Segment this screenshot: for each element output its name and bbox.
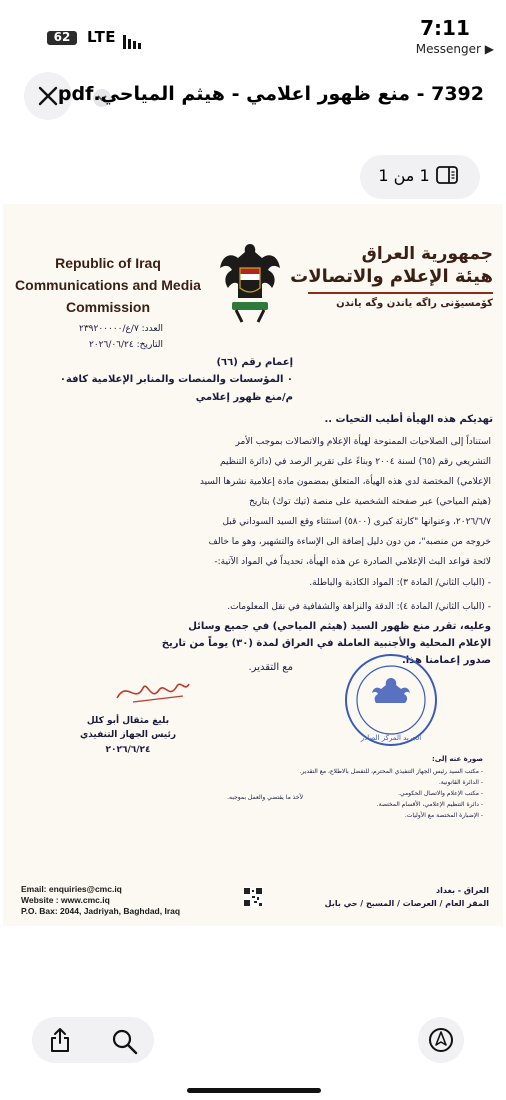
- ref-date: التاريخ: ٢٠٢٦/٠٦/٢٤: [88, 340, 163, 350]
- body-line: استناداً إلى الصلاحيات الممنوحة لهيأة الإعلام والاتصالات بموجب الأمر: [235, 437, 491, 447]
- notification-count: 62: [53, 30, 71, 44]
- close-icon: [38, 86, 58, 106]
- document-title: 7392 - منع ظهور اعلامي - هيثم المياحي.pdf: [57, 83, 484, 105]
- decision-line: صدور إعمامنا هذا.: [401, 655, 491, 666]
- copies-header: صورة عنه إلى:: [432, 755, 483, 763]
- decision-line: وعليه، تقرر منع ظهور السيد (هيثم المياحي) في جميع وسائل: [188, 621, 491, 632]
- footer-contact: [21, 884, 211, 917]
- markup-pen-icon: [428, 1027, 454, 1053]
- page-indicator-text: 1 من 1: [378, 166, 430, 185]
- body-line: ٢٠٢٦/٦/٧، وعنوانها "كارثة كبرى (٥٨٠٠) استثناء وقع السيد السوداني قبل: [222, 517, 491, 527]
- share-icon[interactable]: [48, 1027, 72, 1053]
- qr-code-icon: [243, 887, 263, 907]
- signature-icon: [113, 674, 193, 708]
- letterhead-ar-2: هيئة الإعلام والاتصالات: [290, 266, 493, 287]
- greeting: تهديكم هذه الهيأة أطيب التحيات ..: [324, 414, 493, 425]
- letterhead-en: Republic of Iraq Communications and Media Commission: [15, 255, 201, 315]
- body-line: الإعلامي) المختصة لدى هذه الهيأة، المتعلق بمضمون مادة إعلامية نشرها السيد: [199, 477, 491, 487]
- letterhead-divider: [308, 292, 493, 294]
- copy-item: - مكتب الإعلام والاتصال الحكومي.: [398, 790, 483, 797]
- body-line: التشريعي رقم (٦٥) لسنة ٢٠٠٤ وبناءً على تقرير الرصد في (دائرة التنظيم: [219, 457, 491, 467]
- copies-note: لأخذ ما يقتضي والعمل بموجبه.: [227, 794, 303, 801]
- notice-number: إعمام رقم (٦٦): [216, 357, 293, 368]
- copy-item: - دائرة التنظيم الإعلامي، الأقسام المختصة.: [376, 801, 483, 808]
- page-layout-icon: [436, 166, 458, 184]
- body-line: خروجه من منصبه"، من دون دليل إضافة الى الإساءة والتشهير، وهو ما خالف: [208, 537, 491, 547]
- footer-website: Website : www.cmc.iq: [21, 895, 110, 905]
- rule-item: - (الباب الثاني/ المادة ٣): المواد الكاذبة والباطلة.: [309, 578, 491, 588]
- pdf-page[interactable]: [3, 204, 503, 926]
- subject: م/منع ظهور إعلامي: [195, 392, 293, 403]
- copy-item: - الدائرة القانونية.: [438, 779, 483, 786]
- ref-number: العدد: ٧/ع/٢٣٩٢٠٠٠٠٠: [78, 324, 163, 334]
- recipients: ٠ المؤسسات والمنصات والمنابر الإعلامية كافة٠: [59, 374, 293, 385]
- copy-item: - الإضبارة المختصة مع الأوليات.: [404, 812, 483, 819]
- search-icon[interactable]: [112, 1029, 138, 1055]
- regards: مع التقدير.: [248, 662, 293, 673]
- network-type: LTE: [87, 28, 117, 46]
- body-paragraph: [21, 432, 491, 572]
- body-line: لائحة قواعد البث الإعلامي الصادرة عن هذه الهيأة، تحديداً في المواد الآتية:-: [214, 557, 491, 567]
- signatory-date: ٢٠٢٦/٦/٢٤: [105, 745, 151, 755]
- back-to-app-link[interactable]: Messenger ▶: [415, 42, 494, 56]
- letterhead-ar-1: جمهورية العراق: [361, 244, 493, 264]
- footer-address: المقر العام / العرصات / المسبح / حي بابل: [324, 899, 489, 908]
- decision-line: الإعلام المحلية والأجنبية العاملة في العراق لمدة (٣٠) يوماً من تاريخ: [161, 638, 491, 649]
- footer-email: Email: enquiries@cmc.iq: [21, 884, 122, 894]
- status-time: 7:11: [420, 16, 470, 40]
- letterhead-ku: كۆمسیۆنی راگە یاندن وگە یاندن: [336, 298, 493, 309]
- signatory-title: رئيس الجهاز التنفيذي: [79, 730, 177, 740]
- iraq-eagle-emblem-icon: [218, 238, 282, 330]
- signal-bars-icon: [123, 30, 153, 46]
- body-line: (هيثم المياحي) عبر صفحته الشخصية على منصة (تيك توك) بتاريخ: [249, 497, 491, 507]
- copy-item: - مكتب السيد رئيس الجهاز التنفيذي المحترم، للتفضل بالاطلاع، مع التقدير.: [299, 768, 483, 775]
- home-indicator[interactable]: [187, 1088, 321, 1093]
- rule-item: - (الباب الثاني/ المادة ٤): الدقة والنزاهة والشفافية في نقل المعلومات.: [227, 602, 491, 612]
- footer-pobox: P.O. Bax: 2044, Jadriyah, Baghdad, Iraq: [21, 906, 181, 916]
- signatory-name: بليغ مثقال أبو كلل: [86, 716, 170, 726]
- footer-city: العراق - بغداد: [435, 886, 489, 895]
- stamp-text: الجريد المركز الصادر: [360, 734, 422, 742]
